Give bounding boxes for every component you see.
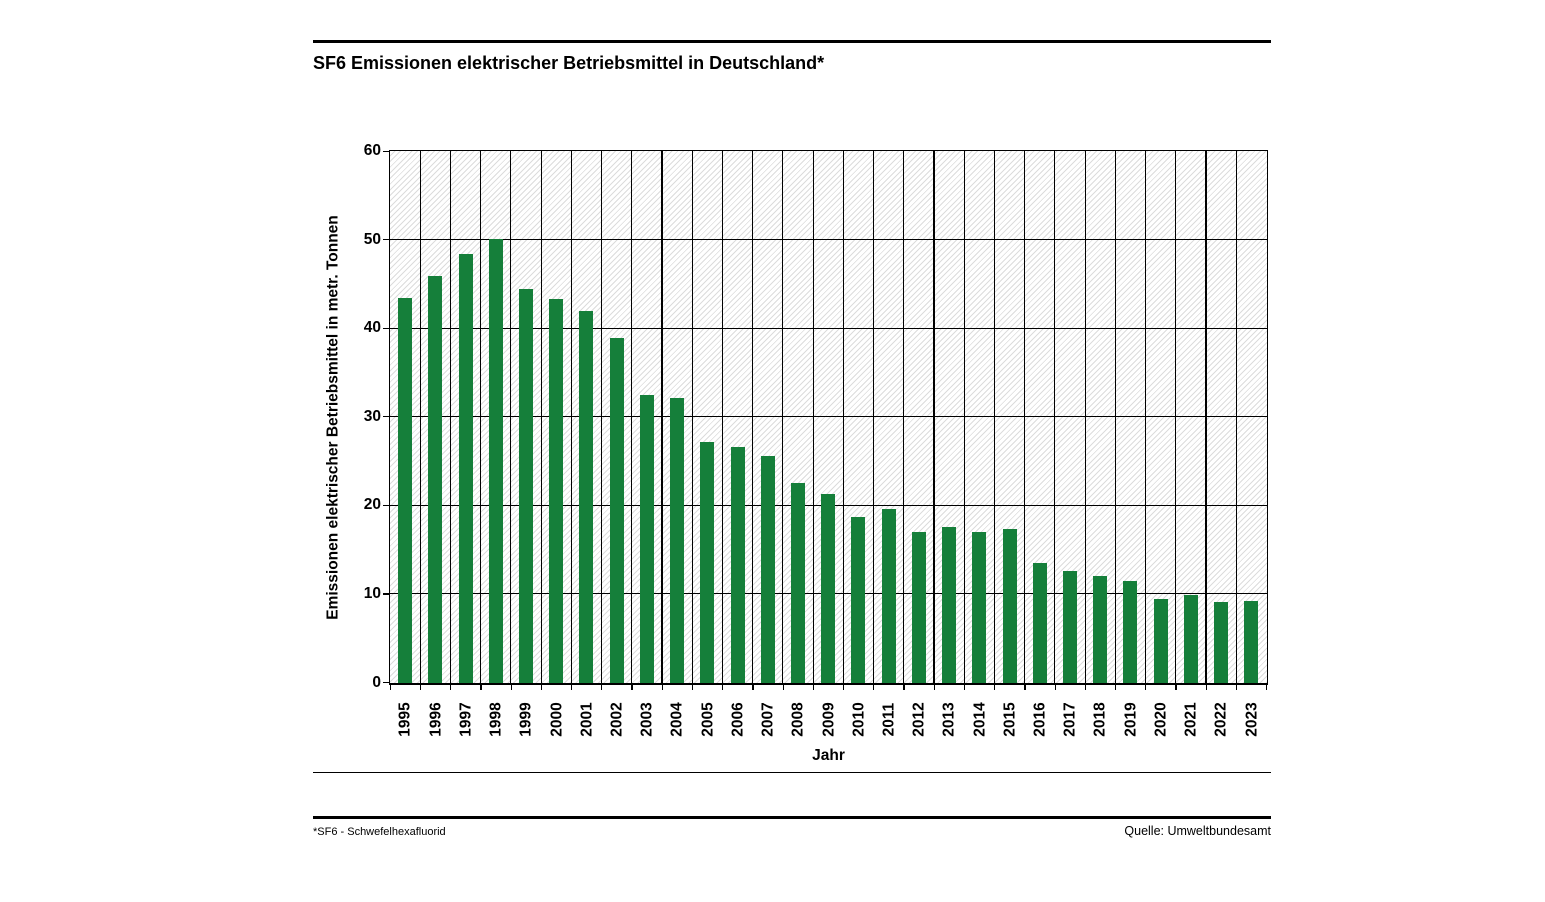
x-tick-3 <box>480 685 481 690</box>
x-tick-label-2011: 2011 <box>880 702 898 737</box>
x-gridline-28 <box>1236 151 1237 683</box>
bar-2022 <box>1214 602 1228 683</box>
x-tick-label-1998: 1998 <box>487 702 505 737</box>
x-gridline-11 <box>722 151 723 683</box>
x-tick-label-2007: 2007 <box>759 702 777 737</box>
bar-1998 <box>489 239 503 683</box>
x-tick-label-1997: 1997 <box>457 702 475 737</box>
y-tick-label-0: 0 <box>372 673 381 691</box>
x-tick-label-2000: 2000 <box>548 702 565 737</box>
x-tick-20 <box>994 685 995 690</box>
bar-2006 <box>731 447 745 683</box>
x-gridline-7 <box>601 151 602 683</box>
x-tick-label-2006: 2006 <box>729 702 747 737</box>
x-tick-17 <box>903 685 904 690</box>
x-tick-label-2017: 2017 <box>1061 702 1079 737</box>
x-gridline-13 <box>782 151 783 683</box>
x-tick-label-2010: 2010 <box>850 702 868 737</box>
bar-1997 <box>459 254 473 683</box>
bar-2019 <box>1123 581 1137 683</box>
x-tick-label-1995: 1995 <box>396 702 414 737</box>
x-tick-label-2001: 2001 <box>578 702 596 737</box>
x-gridline-6 <box>571 151 572 683</box>
x-gridline-23 <box>1085 151 1086 683</box>
x-tick-label-2019: 2019 <box>1122 702 1140 737</box>
x-tick-label-1999: 1999 <box>517 702 535 737</box>
x-tick-2 <box>450 685 451 690</box>
x-gridline-27 <box>1205 151 1206 683</box>
x-gridline-17 <box>903 151 904 683</box>
y-tick-20 <box>383 505 389 506</box>
x-gridline-14 <box>813 151 814 683</box>
bar-2023 <box>1244 601 1258 683</box>
x-tick-28 <box>1236 685 1237 690</box>
x-tick-label-2018: 2018 <box>1091 702 1109 737</box>
x-gridline-20 <box>994 151 995 683</box>
x-tick-label-2005: 2005 <box>699 702 717 737</box>
bar-2001 <box>579 311 593 683</box>
x-tick-16 <box>873 685 874 690</box>
x-tick-label-2003: 2003 <box>638 702 656 737</box>
bar-2012 <box>912 532 926 683</box>
x-gridline-18 <box>933 151 934 683</box>
x-tick-25 <box>1145 685 1146 690</box>
x-tick-1 <box>420 685 421 690</box>
x-tick-label-2015: 2015 <box>1001 702 1019 737</box>
x-tick-21 <box>1024 685 1025 690</box>
x-tick-4 <box>511 685 512 690</box>
x-tick-18 <box>934 685 935 690</box>
x-gridline-1 <box>420 151 421 683</box>
y-tick-60 <box>383 151 389 152</box>
y-tick-0 <box>383 682 389 683</box>
x-tick-label-2013: 2013 <box>940 702 958 737</box>
y-tick-label-50: 50 <box>363 230 381 248</box>
x-tick-label-2004: 2004 <box>668 702 686 737</box>
bar-2004 <box>670 398 684 683</box>
x-tick-label-1996: 1996 <box>427 702 445 737</box>
bar-2010 <box>851 517 865 683</box>
bar-2016 <box>1033 563 1047 683</box>
bar-1995 <box>398 298 412 683</box>
footnote-text: *SF6 - Schwefelhexafluorid <box>313 826 446 838</box>
x-tick-10 <box>692 685 693 690</box>
x-tick-label-2002: 2002 <box>608 702 626 737</box>
x-tick-19 <box>964 685 965 690</box>
x-gridline-25 <box>1145 151 1146 683</box>
x-tick-label-2020: 2020 <box>1152 702 1170 737</box>
bar-2020 <box>1154 599 1168 683</box>
x-gridline-16 <box>873 151 874 683</box>
y-tick-50 <box>383 239 389 240</box>
x-tick-label-2012: 2012 <box>910 702 928 737</box>
x-axis-title: Jahr <box>812 747 845 764</box>
x-tick-label-2022: 2022 <box>1212 702 1230 737</box>
x-gridline-5 <box>541 151 542 683</box>
bar-2007 <box>761 456 775 683</box>
y-tick-label-10: 10 <box>363 584 381 602</box>
page-title: SF6 Emissionen elektrischer Betriebsmittel in Deutschland* <box>313 53 825 73</box>
x-tick-0 <box>390 685 391 690</box>
x-tick-22 <box>1055 685 1056 690</box>
x-gridline-10 <box>692 151 693 683</box>
x-tick-29 <box>1266 685 1267 690</box>
x-gridline-21 <box>1024 151 1025 683</box>
y-gridline-50 <box>390 239 1267 240</box>
x-gridline-4 <box>510 151 511 683</box>
x-gridline-2 <box>450 151 451 683</box>
bar-2003 <box>640 395 654 683</box>
top-divider-line <box>313 40 1271 43</box>
y-tick-label-60: 60 <box>363 142 381 160</box>
x-gridline-9 <box>661 151 662 683</box>
x-tick-27 <box>1206 685 1207 690</box>
x-tick-24 <box>1115 685 1116 690</box>
x-gridline-3 <box>480 151 481 683</box>
x-tick-8 <box>631 685 632 690</box>
x-tick-7 <box>601 685 602 690</box>
y-axis-title: Emissionen elektrischer Betriebsmittel in metr. Tonnen <box>324 215 342 620</box>
x-gridline-12 <box>752 151 753 683</box>
x-gridline-26 <box>1175 151 1176 683</box>
x-tick-9 <box>662 685 663 690</box>
bar-2018 <box>1093 576 1107 683</box>
x-gridline-19 <box>964 151 965 683</box>
x-tick-26 <box>1175 685 1176 690</box>
bar-2002 <box>610 338 624 683</box>
x-tick-5 <box>541 685 542 690</box>
x-tick-11 <box>722 685 723 690</box>
x-tick-13 <box>783 685 784 690</box>
source-text: Quelle: Umweltbundesamt <box>1124 824 1271 838</box>
x-tick-label-2014: 2014 <box>971 702 989 737</box>
y-tick-label-40: 40 <box>363 319 381 337</box>
x-gridline-15 <box>843 151 844 683</box>
bottom-divider-line <box>313 772 1271 773</box>
bar-2008 <box>791 483 805 683</box>
x-tick-label-2009: 2009 <box>820 702 837 737</box>
x-tick-label-2021: 2021 <box>1182 702 1200 737</box>
y-tick-30 <box>383 416 389 417</box>
bar-2009 <box>821 494 835 683</box>
bar-1996 <box>428 276 442 683</box>
x-tick-6 <box>571 685 572 690</box>
x-gridline-24 <box>1115 151 1116 683</box>
x-gridline-22 <box>1054 151 1055 683</box>
x-tick-label-2016: 2016 <box>1031 702 1049 737</box>
x-tick-12 <box>752 685 753 690</box>
bar-2013 <box>942 527 956 683</box>
bar-2014 <box>972 532 986 683</box>
footer-divider-line <box>313 816 1271 819</box>
x-tick-15 <box>843 685 844 690</box>
bar-1999 <box>519 289 533 683</box>
y-tick-label-30: 30 <box>363 407 381 425</box>
bar-2000 <box>549 299 563 683</box>
x-gridline-8 <box>631 151 632 683</box>
y-tick-40 <box>383 328 389 329</box>
bar-2017 <box>1063 571 1077 683</box>
x-tick-14 <box>813 685 814 690</box>
bar-2005 <box>700 442 714 683</box>
x-tick-label-2008: 2008 <box>789 702 807 737</box>
plot-area <box>389 150 1268 685</box>
y-tick-10 <box>383 593 389 594</box>
bar-2015 <box>1003 529 1017 683</box>
y-tick-label-20: 20 <box>363 496 381 514</box>
x-tick-label-2023: 2023 <box>1243 702 1261 737</box>
bar-2021 <box>1184 595 1198 683</box>
x-tick-23 <box>1085 685 1086 690</box>
bar-2011 <box>882 509 896 683</box>
